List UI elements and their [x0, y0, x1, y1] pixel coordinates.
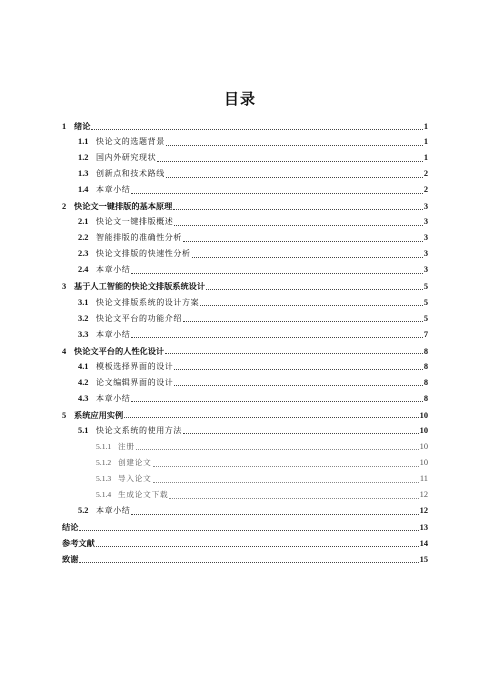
toc-entry-number: 5.1	[78, 425, 89, 435]
toc-section-entry[interactable]	[62, 503, 428, 519]
toc-subsection-entry[interactable]	[62, 471, 428, 487]
toc-chapter-entry[interactable]	[62, 118, 428, 134]
dot-leader	[192, 257, 423, 258]
toc-entry-page-number: 8	[423, 377, 428, 387]
toc-entry-label: 快论文一键排版概述	[96, 217, 174, 227]
toc-entry-page-number: 5	[423, 313, 428, 323]
toc-entry-page-number: 12	[419, 506, 428, 516]
toc-entry-number: 5.1.4	[96, 490, 112, 500]
toc-entry-label: 快论文平台的功能介绍	[96, 313, 182, 323]
toc-entry-label: 系统应用实例	[74, 409, 124, 420]
toc-entry-number: 4.2	[78, 377, 89, 387]
toc-entry-page-number: 2	[423, 185, 428, 195]
toc-backmatter-entry[interactable]	[62, 519, 428, 535]
toc-entry-label: 致谢	[62, 554, 79, 565]
toc-entry-number: 5.1.3	[96, 474, 112, 484]
toc-entry-label: 创新点和技术路线	[96, 169, 165, 179]
toc-subsection-entry[interactable]	[62, 455, 428, 471]
toc-section-entry[interactable]	[62, 311, 428, 327]
toc-backmatter-entry[interactable]	[62, 551, 428, 567]
toc-entry-label: 快论文一键排版的基本原理	[74, 201, 173, 212]
toc-entry-label: 结论	[62, 522, 79, 533]
toc-chapter-entry[interactable]	[62, 198, 428, 214]
toc-entry-number: 5.2	[78, 506, 89, 516]
toc-subsection-entry[interactable]	[62, 439, 428, 455]
toc-entry-page-number: 7	[423, 329, 428, 339]
dot-leader	[174, 369, 422, 370]
dot-leader	[153, 466, 419, 467]
toc-entry-page-number: 5	[423, 282, 428, 292]
dot-leader	[183, 321, 423, 322]
toc-entry-page-number: 1	[423, 153, 428, 163]
toc-entry-label: 创建论文	[118, 457, 152, 467]
toc-entry-number: 2	[62, 202, 67, 212]
toc-entry-number: 2.3	[78, 249, 89, 259]
toc-subsection-entry[interactable]	[62, 487, 428, 503]
toc-entry-number: 5.1.1	[96, 441, 112, 451]
toc-entry-number: 1.4	[78, 185, 89, 195]
toc-entry-page-number: 8	[423, 361, 428, 371]
dot-leader	[165, 353, 423, 354]
toc-section-entry[interactable]	[62, 134, 428, 150]
dot-leader	[131, 193, 422, 194]
toc-entry-page-number: 5	[423, 297, 428, 307]
toc-section-entry[interactable]	[62, 182, 428, 198]
dot-leader	[96, 546, 419, 547]
toc-entry-label: 本章小结	[96, 185, 131, 195]
toc-entry-number: 4.3	[78, 393, 89, 403]
dot-leader	[153, 482, 419, 483]
toc-entry-label: 快论文排版的快速性分析	[96, 249, 191, 259]
dot-leader	[166, 177, 423, 178]
dot-leader	[124, 417, 418, 418]
toc-entry-label: 生成论文下载	[118, 490, 169, 500]
toc-entry-label: 国内外研究现状	[96, 153, 157, 163]
dot-leader	[174, 385, 422, 386]
dot-leader	[131, 337, 422, 338]
toc-entry-label: 绪论	[74, 121, 91, 131]
dot-leader	[79, 562, 418, 563]
toc-entry-number: 3.2	[78, 313, 89, 323]
toc-chapter-entry[interactable]	[62, 407, 428, 423]
dot-leader	[91, 129, 422, 130]
toc-entry-label: 本章小结	[96, 393, 131, 403]
toc-entry-label: 注册	[118, 441, 135, 451]
toc-entry-label: 本章小结	[96, 265, 131, 275]
toc-backmatter-entry[interactable]	[62, 535, 428, 551]
toc-entry-page-number: 3	[423, 217, 428, 227]
toc-entry-number: 2.2	[78, 233, 89, 243]
toc-entry-page-number: 10	[419, 410, 428, 420]
toc-entry-page-number: 8	[423, 346, 428, 356]
toc-section-entry[interactable]	[62, 262, 428, 278]
toc-title: 目录	[223, 90, 256, 108]
toc-entry-label: 快论文排版系统的设计方案	[96, 297, 200, 307]
toc-entry-number: 5	[62, 410, 67, 420]
toc-entry-label: 快论文的选题背景	[96, 137, 165, 147]
toc-section-entry[interactable]	[62, 423, 428, 439]
toc-entry-number: 4	[62, 346, 67, 356]
toc-entry-page-number: 10	[419, 441, 428, 451]
toc-section-entry[interactable]	[62, 230, 428, 246]
dot-leader	[183, 433, 419, 434]
toc-chapter-entry[interactable]	[62, 343, 428, 359]
toc-entry-page-number: 1	[423, 137, 428, 147]
dot-leader	[79, 530, 418, 531]
toc-entry-label: 参考文献	[62, 538, 95, 549]
toc-entry-label: 导入论文	[118, 474, 152, 484]
toc-entry-label: 快论文系统的使用方法	[96, 425, 182, 435]
toc-entry-label: 快论文平台的人性化设计	[74, 345, 165, 356]
dot-leader	[206, 289, 423, 290]
dot-leader	[169, 498, 418, 499]
toc-entry-number: 1.3	[78, 169, 89, 179]
toc-entry-number: 3	[62, 282, 67, 292]
toc-chapter-entry[interactable]	[62, 278, 428, 294]
toc-entry-page-number: 15	[419, 555, 428, 565]
toc-entry-page-number: 12	[419, 490, 428, 500]
toc-entry-number: 2.4	[78, 265, 89, 275]
toc-section-entry[interactable]	[62, 391, 428, 407]
dot-leader	[166, 145, 423, 146]
toc-entry-number: 2.1	[78, 217, 89, 227]
toc-entry-page-number: 1	[423, 122, 428, 131]
toc-entry-number: 1.2	[78, 153, 89, 163]
toc-section-entry[interactable]	[62, 246, 428, 262]
toc-entry-label: 模板选择界面的设计	[96, 361, 174, 371]
dot-leader	[157, 161, 423, 162]
dot-leader	[131, 514, 418, 515]
dot-leader	[131, 401, 422, 402]
toc-section-entry[interactable]	[62, 295, 428, 311]
toc-entry-page-number: 14	[419, 539, 428, 549]
dot-leader	[200, 305, 423, 306]
toc-entry-label: 本章小结	[96, 329, 131, 339]
dot-leader	[131, 273, 422, 274]
toc-entry-page-number: 13	[419, 523, 428, 533]
dot-leader	[173, 209, 423, 210]
toc-entry-number: 1	[62, 122, 67, 131]
toc-entry-label: 基于人工智能的快论文排版系统设计	[74, 281, 206, 292]
toc-entry-number: 1.1	[78, 137, 89, 147]
toc-entry-page-number: 8	[423, 393, 428, 403]
toc-entry-page-number: 10	[419, 425, 428, 435]
toc-entry-number: 3.1	[78, 297, 89, 307]
toc-entry-page-number: 2	[423, 169, 428, 179]
toc-entry-label: 论文编辑界面的设计	[96, 377, 174, 387]
toc-entry-number: 3.3	[78, 329, 89, 339]
toc-entry-number: 4.1	[78, 361, 89, 371]
toc-entry-page-number: 10	[419, 457, 428, 467]
toc-entry-page-number: 3	[423, 265, 428, 275]
toc-section-entry[interactable]	[62, 359, 428, 375]
toc-entry-label: 智能排版的准确性分析	[96, 233, 182, 243]
dot-leader	[174, 225, 422, 226]
toc-entry-page-number: 3	[423, 202, 428, 212]
dot-leader	[136, 449, 419, 450]
toc-section-entry[interactable]	[62, 214, 428, 230]
dot-leader	[183, 241, 423, 242]
toc-entry-page-number: 11	[419, 474, 428, 484]
toc-entry-label: 本章小结	[96, 506, 131, 516]
toc-section-entry[interactable]	[62, 166, 428, 182]
toc-entry-page-number: 3	[423, 233, 428, 243]
toc-section-entry[interactable]	[62, 327, 428, 343]
toc-section-entry[interactable]	[62, 150, 428, 166]
toc-entry-page-number: 3	[423, 249, 428, 259]
toc-section-entry[interactable]	[62, 375, 428, 391]
toc-entry-number: 5.1.2	[96, 457, 112, 467]
table-of-contents	[62, 118, 428, 567]
